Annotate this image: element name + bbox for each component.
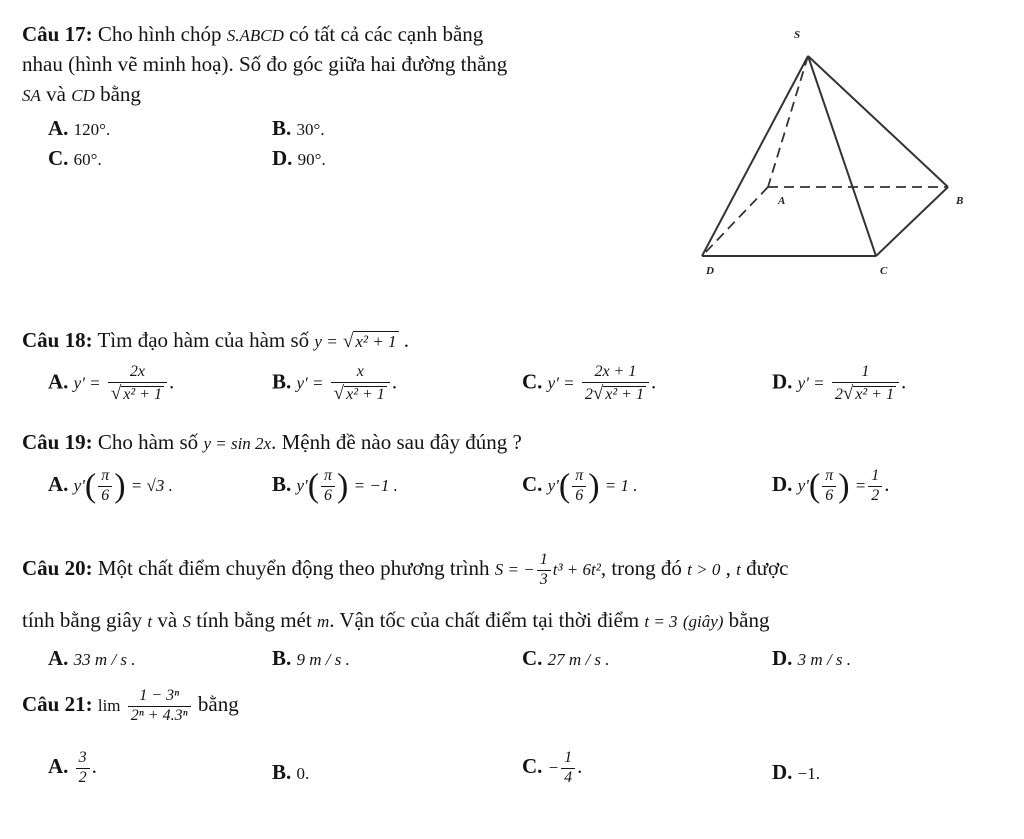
option-letter: D.: [772, 472, 793, 497]
option-letter: C.: [48, 146, 69, 170]
option-rhs: = 1 .: [604, 476, 638, 496]
arg-den: 6: [825, 486, 834, 504]
q21-fraction: [128, 688, 191, 725]
label-c: C: [880, 265, 888, 277]
q20-label: Câu 20:: [22, 556, 93, 581]
q17-label: Câu 17:: [22, 22, 93, 46]
q20-line1: [22, 552, 788, 589]
option-letter: B.: [272, 646, 292, 670]
fraction-den: √ x² + 1: [110, 382, 162, 404]
option-value: 120°.: [73, 120, 111, 139]
q18-label: Câu 18:: [22, 328, 93, 352]
q21-option-c[interactable]: C. − $\frac{1}{4}$ .: [522, 749, 583, 786]
q19-text-a: Cho hàm số: [97, 430, 199, 454]
arg-num: π: [572, 468, 586, 487]
option-fraction: [108, 364, 167, 404]
fraction-den: 2√ x² + 1: [834, 382, 894, 404]
edge-cb: [876, 187, 948, 256]
frac-den: 3: [539, 570, 548, 588]
label-d: D: [706, 265, 714, 277]
fraction-den: 2√ x² + 1: [584, 382, 644, 404]
option-fraction: [331, 364, 390, 404]
q17-option-d[interactable]: [272, 146, 326, 171]
den-radicand: x² + 1: [855, 385, 894, 403]
option-arg: [98, 468, 112, 505]
option-value: 60°.: [73, 150, 102, 169]
q20-l2-c: tính bằng mét: [196, 608, 312, 632]
option-prefix: −: [547, 758, 560, 778]
q18-option-d[interactable]: D. y' = $\frac{1}{\text{2√ x² + 1}}$ .: [772, 363, 907, 404]
fraction-num: 2x: [108, 364, 167, 383]
option-lhs: y': [797, 476, 809, 496]
q17-option-a[interactable]: [48, 116, 110, 141]
fraction-num: 1: [561, 750, 575, 769]
q17-option-b[interactable]: [272, 116, 325, 141]
arg-num: π: [98, 468, 112, 487]
q20-l2-time: t = 3: [644, 612, 678, 631]
q18-radicand: x² + 1: [355, 332, 397, 351]
q21-option-d[interactable]: [772, 760, 820, 785]
option-letter: D.: [772, 369, 793, 394]
den-prefix: 2: [834, 385, 843, 403]
q19-option-c[interactable]: C. y'( $\frac{\pi}{6}$ ) = 1 .: [522, 467, 638, 505]
rhs-num: 1: [868, 468, 882, 487]
edge-sb: [808, 56, 948, 187]
q20-l2-d: . Vận tốc của chất điểm tại thời điểm: [329, 608, 640, 632]
option-fraction: [582, 364, 649, 404]
q20-cond: t > 0: [687, 560, 721, 580]
option-value: 90°.: [297, 150, 326, 169]
edge-ad: [702, 187, 768, 256]
label-s: S: [794, 29, 801, 41]
q19-label: Câu 19:: [22, 430, 93, 454]
option-letter: D.: [272, 146, 293, 170]
q17-line3: [22, 82, 141, 107]
den-radicand: x² + 1: [346, 385, 385, 403]
q20-option-a[interactable]: [48, 646, 136, 671]
q17-option-c[interactable]: [48, 146, 102, 171]
q19-option-b[interactable]: B. y'( $\frac{\pi}{6}$ ) = −1 .: [272, 467, 398, 505]
arg-den: 6: [324, 486, 333, 504]
option-letter: D.: [772, 646, 793, 670]
q20-text-b: , trong đó: [600, 556, 682, 581]
sqrt-sign: √: [342, 331, 354, 352]
fraction-den: 2: [78, 768, 87, 786]
den-prefix: 2: [584, 385, 593, 403]
option-lhs: y': [73, 476, 85, 496]
option-value: 9 m / s .: [296, 650, 350, 669]
option-value: 3 m / s .: [797, 650, 852, 669]
fraction-den: 4: [564, 768, 573, 786]
option-letter: B.: [272, 369, 292, 394]
q17-text: Cho hình chóp: [97, 22, 222, 46]
q17-end: bằng: [100, 82, 141, 106]
arg-den: 6: [575, 486, 584, 504]
q21-label: Câu 21:: [22, 692, 93, 717]
q21-option-b[interactable]: [272, 760, 309, 785]
pyramid-figure: [690, 22, 980, 292]
fraction-num: 1: [832, 364, 899, 383]
option-letter: B.: [272, 472, 292, 497]
option-arg: [321, 468, 335, 505]
option-letter: C.: [522, 369, 543, 394]
arg-num: π: [822, 468, 836, 487]
q19-stem: [22, 430, 522, 455]
edge-sd: [702, 56, 808, 256]
q19-option-d[interactable]: D. y'( $\frac{\pi}{6}$ ) = $\frac{1}{2}$ .: [772, 467, 890, 505]
option-rhs: = √3 .: [130, 476, 173, 496]
q18-text: Tìm đạo hàm của hàm số: [97, 328, 310, 352]
q20-l2-m: m: [316, 612, 330, 631]
den-radicand: x² + 1: [605, 385, 644, 403]
edge-sc: [808, 56, 876, 256]
label-b: B: [956, 195, 964, 207]
option-lhs: y': [547, 476, 559, 496]
q17-sa: SA: [22, 86, 41, 105]
q20-option-d[interactable]: [772, 646, 851, 671]
q21-num: 1 − 3ⁿ: [128, 688, 191, 707]
q21-end: bằng: [197, 692, 239, 717]
q21-stem: [22, 688, 239, 725]
q21-lim: lim: [97, 696, 121, 716]
option-value: 27 m / s .: [547, 650, 610, 669]
q20-l2-b: và: [157, 608, 178, 632]
option-letter: A.: [48, 116, 69, 140]
option-letter: D.: [772, 760, 793, 784]
q20-l2-e: bằng: [728, 608, 770, 632]
q20-option-c[interactable]: [522, 646, 610, 671]
option-letter: A.: [48, 646, 69, 670]
option-value: 33 m / s .: [73, 650, 136, 669]
option-arg: [822, 468, 836, 505]
q17-line1: [22, 22, 483, 47]
option-rhs: = −1 .: [353, 476, 398, 496]
q17-cd: CD: [71, 86, 95, 105]
frac-num: 1: [537, 552, 551, 571]
rhs-den: 2: [871, 486, 880, 504]
option-lhs: y' =: [73, 373, 101, 393]
option-lhs: y' =: [547, 373, 575, 393]
q19-func: y = sin 2x: [203, 434, 272, 453]
fraction-num: x: [331, 364, 390, 383]
q21-den: 2ⁿ + 4.3ⁿ: [130, 706, 188, 724]
q18-option-a[interactable]: A. y' = $\frac{2x}{\text{√ x² + 1}}$ .: [48, 363, 175, 404]
q18-func-lhs: y =: [314, 332, 338, 351]
option-value: 0.: [296, 764, 310, 783]
option-fraction: [832, 364, 899, 404]
q20-eq-rest: t³ + 6t²: [552, 560, 601, 580]
option-letter: C.: [522, 646, 543, 670]
fraction-num: 2x + 1: [582, 364, 649, 383]
option-letter: A.: [48, 472, 69, 497]
q20-text-a: Một chất điểm chuyển động theo phương trình: [97, 556, 490, 581]
option-fraction: [561, 750, 575, 787]
q17-and: và: [46, 82, 66, 106]
q20-l2-a: tính bằng giây: [22, 608, 143, 632]
fraction-num: 3: [76, 750, 90, 769]
option-lhs: y': [296, 476, 308, 496]
option-letter: C.: [522, 754, 543, 779]
option-value: 30°.: [296, 120, 325, 139]
q17-math: S.ABCD: [226, 26, 284, 45]
option-letter: A.: [48, 754, 69, 779]
option-letter: C.: [522, 472, 543, 497]
q20-t: t: [736, 560, 741, 580]
q20-option-b[interactable]: [272, 646, 350, 671]
q18-stem: [22, 328, 409, 353]
option-rhs-fraction: [868, 468, 882, 505]
arg-den: 6: [101, 486, 110, 504]
option-letter: B.: [272, 760, 292, 784]
q19-text-b: . Mệnh đề nào sau đây đúng ?: [271, 430, 522, 454]
q19-option-a[interactable]: A. y'( $\frac{\pi}{6}$ ) = √3 .: [48, 467, 173, 505]
option-lhs: y' =: [797, 373, 825, 393]
q17-text-b: có tất cả các cạnh bằng: [289, 22, 484, 46]
option-value: −1.: [797, 764, 821, 783]
fraction-den: √ x² + 1: [333, 382, 385, 404]
q20-l2-unit: (giây): [682, 612, 724, 631]
option-fraction: [76, 750, 90, 787]
label-a: A: [778, 195, 786, 207]
q20-eq-fraction: [537, 552, 551, 589]
option-letter: A.: [48, 369, 69, 394]
option-lhs: y' =: [296, 373, 324, 393]
q17-line2: nhau (hình vẽ minh hoạ). Số đo góc giữa hai đường thẳng: [22, 52, 508, 76]
q20-eq-lhs: S = −: [494, 560, 535, 580]
q21-option-a[interactable]: A. $\frac{3}{2}$ .: [48, 749, 97, 786]
option-arg: [572, 468, 586, 505]
arg-num: π: [321, 468, 335, 487]
den-radicand: x² + 1: [123, 385, 162, 403]
q18-option-b[interactable]: B. y' = $\frac{x}{\text{√ x² + 1}}$ .: [272, 363, 398, 404]
q20-l2-s: S: [182, 612, 191, 631]
option-letter: B.: [272, 116, 292, 140]
q20-l2-t: t: [147, 612, 153, 631]
q18-option-c[interactable]: C. y' = $\frac{2x + 1}{\text{2√ x² + 1}}$ .: [522, 363, 657, 404]
q18-end: .: [403, 328, 410, 352]
q20-text-d: được: [746, 556, 789, 581]
q20-text-c: ,: [725, 556, 731, 581]
q20-line2: [22, 608, 769, 633]
